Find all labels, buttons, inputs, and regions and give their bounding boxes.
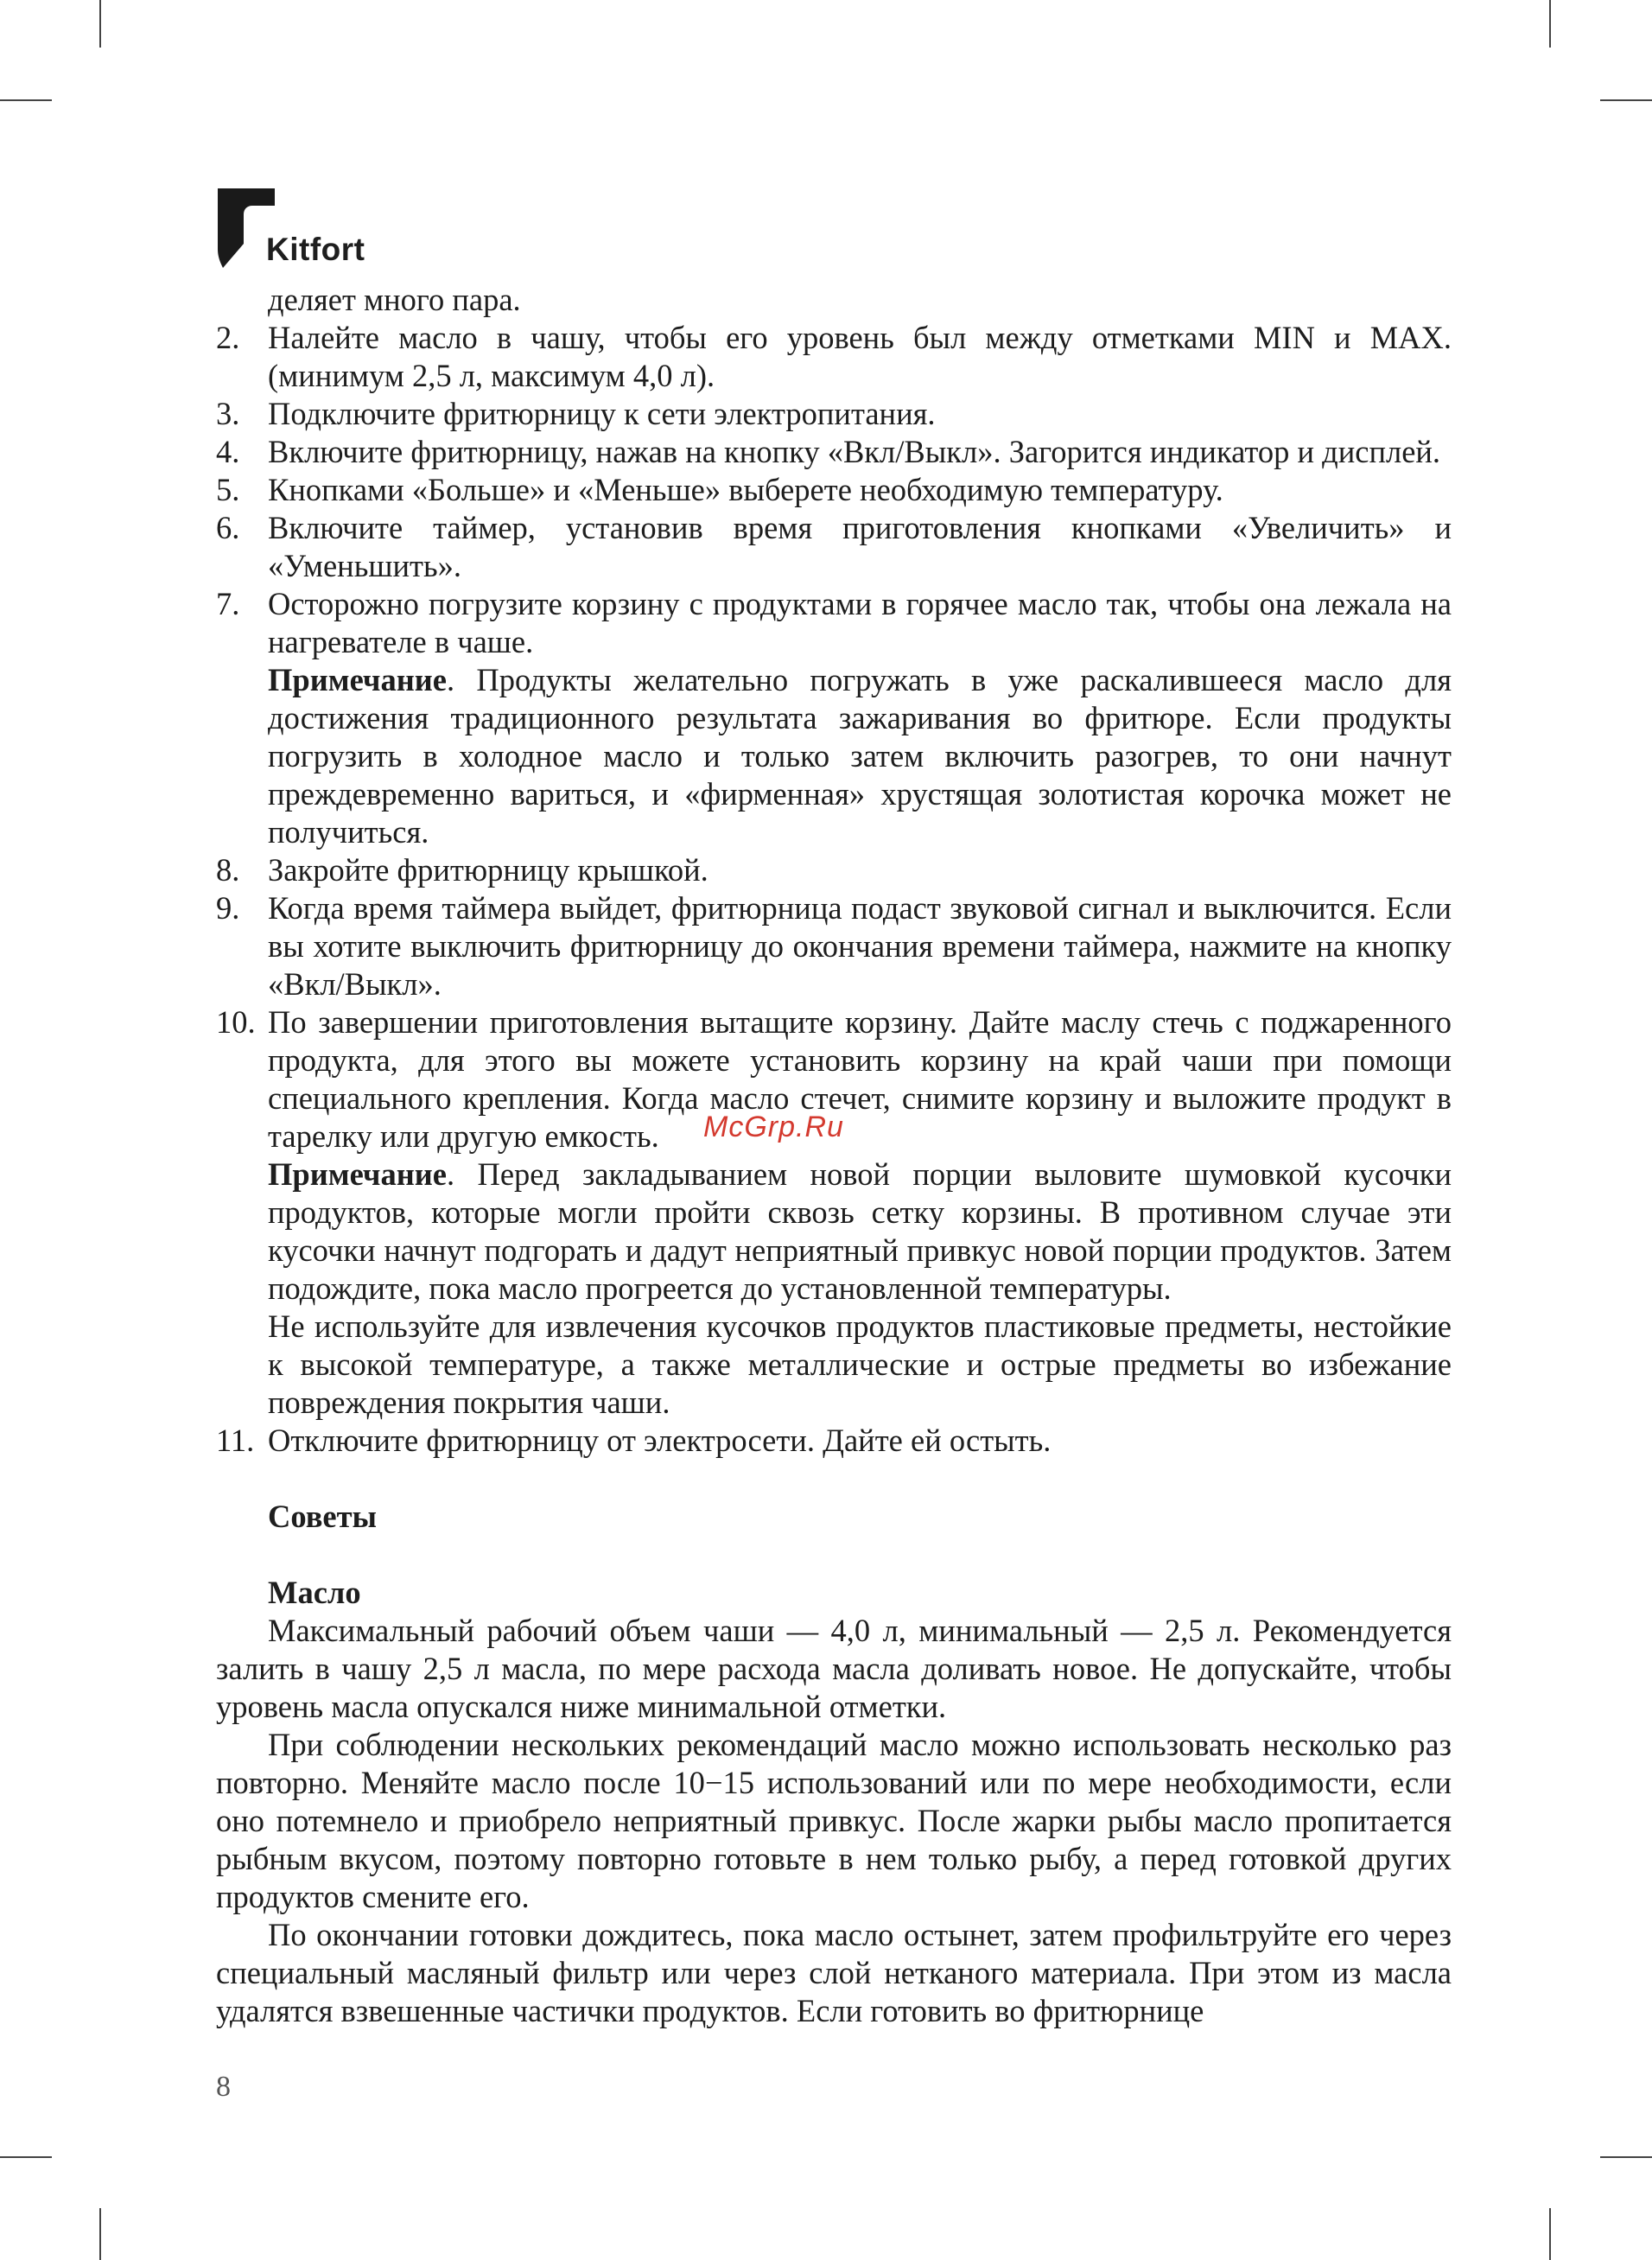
crop-mark [99,0,101,48]
kitfort-logo [216,188,389,271]
crop-mark [1549,0,1551,48]
crop-mark [0,99,52,101]
instructions-content [216,281,1452,2030]
step-number: 10. [216,1004,256,1040]
list-item [216,471,1452,509]
oil-paragraph: При соблюдении нескольких рекомендаций масло можно использовать несколько раз повторно. Меняйте масло после 10−15 использований или по мере необходимости, если оно потемнело и приобрело неприятный привкус. После жарки рыбы масло пропитается рыбным вкусом, поэтому повторно готовьте в нем только рыбу, а перед готовкой других продуктов смените его. [216,1727,1452,1914]
note-text: . Перед закладыванием новой порции выловите шумовкой кусочки продуктов, которые могли пройти сквозь сетку корзины. В противном случае эти кусочки начнут подгорать и дадут неприятный привкус новой порции продуктов. Затем подождите, пока масло прогреется до установленной температуры. [268,1156,1452,1306]
note [268,1155,1452,1308]
watermark: McGrp.Ru [703,1111,844,1143]
note-label: Примечание [268,662,447,697]
tips-heading: Советы [268,1499,378,1534]
step-number: 4. [216,434,240,469]
step-text: Отключите фритюрницу от электросети. Дайте ей остыть. [268,1423,1052,1458]
brand-name: Kitfort [266,232,365,267]
step-number: 2. [216,320,240,355]
step-number: 8. [216,852,240,888]
step-text: Когда время таймера выйдет, фритюрница подаст звуковой сигнал и выключится. Если вы хотите выключить фритюрницу до окончания времени таймера, нажмите на кнопку «Вкл/Выкл». [268,890,1452,1002]
list-item [216,509,1452,585]
step-text: Осторожно погрузите корзину с продуктами в горячее масло так, чтобы она лежала на нагревателе в чаше. [268,586,1452,659]
note [268,661,1452,851]
step-text: Включите таймер, установив время приготовления кнопками «Увеличить» и «Уменьшить». [268,510,1452,583]
step-number: 6. [216,510,240,545]
oil-paragraph: Максимальный рабочий объем чаши — 4,0 л, минимальный — 2,5 л. Рекомендуется залить в чашу 2,5 л масла, по мере расхода масла доливать новое. Не допускайте, чтобы уровень масла опускался ниже минимальной отметки. [216,1613,1452,1724]
step-text: Включите фритюрницу, нажав на кнопку «Вкл/Выкл». Загорится индикатор и дисплей. [268,434,1441,469]
step-number: 5. [216,472,240,507]
step-text: Налейте масло в чашу, чтобы его уровень был между отметками MIN и MAX. (минимум 2,5 л, максимум 4,0 л). [268,320,1452,393]
list-item [216,851,1452,889]
oil-paragraph: По окончании готовки дождитесь, пока масло остынет, затем профильтруйте его через специальный масляный фильтр или через слой нетканого материала. При этом из масла удалятся взвешенные частички продуктов. Если готовить во фритюрнице [216,1917,1452,2028]
step-number: 3. [216,396,240,431]
list-item [216,585,1452,851]
list-item [216,395,1452,433]
crop-mark [1600,2156,1652,2158]
crop-mark [99,2208,101,2260]
intro-fragment: деляет много пара. [268,282,521,317]
step-text: Кнопками «Больше» и «Меньше» выберете необходимую температуру. [268,472,1223,507]
crop-mark [1600,99,1652,101]
note-extra: Не используйте для извлечения кусочков продуктов пластиковые предметы, нестойкие к высокой температуре, а также металлические и острые предметы во избежание повреждения покрытия чаши. [268,1308,1452,1420]
page-number: 8 [216,2071,231,2103]
list-item [216,1003,1452,1422]
step-text: Подключите фритюрницу к сети электропитания. [268,396,936,431]
step-number: 7. [216,586,240,621]
crop-mark [0,2156,52,2158]
crop-mark [1549,2208,1551,2260]
step-number: 9. [216,890,240,926]
step-number: 11. [216,1423,255,1458]
note-text: . Продукты желательно погружать в уже раскалившееся масло для достижения традиционного результата зажаривания во фритюре. Если продукты погрузить в холодное масло и только затем включить разогрев, то они начнут преждевременно вариться, и «фирменная» хрустящая золотистая корочка может не получиться. [268,662,1452,850]
list-item [216,1422,1452,1460]
list-item [216,889,1452,1003]
list-item [216,319,1452,395]
list-item [216,433,1452,471]
steps-list [216,319,1452,1460]
step-text: По завершении приготовления вытащите корзину. Дайте маслу стечь с поджаренного продукта, для этого вы можете установить корзину на край чаши при помощи специального крепления. Когда масло стечет, снимите корзину и выложите продукт в тарелку или другую емкость. [268,1004,1452,1154]
note-label: Примечание [268,1156,447,1192]
oil-heading: Масло [268,1575,361,1610]
step-text: Закройте фритюрницу крышкой. [268,852,708,888]
